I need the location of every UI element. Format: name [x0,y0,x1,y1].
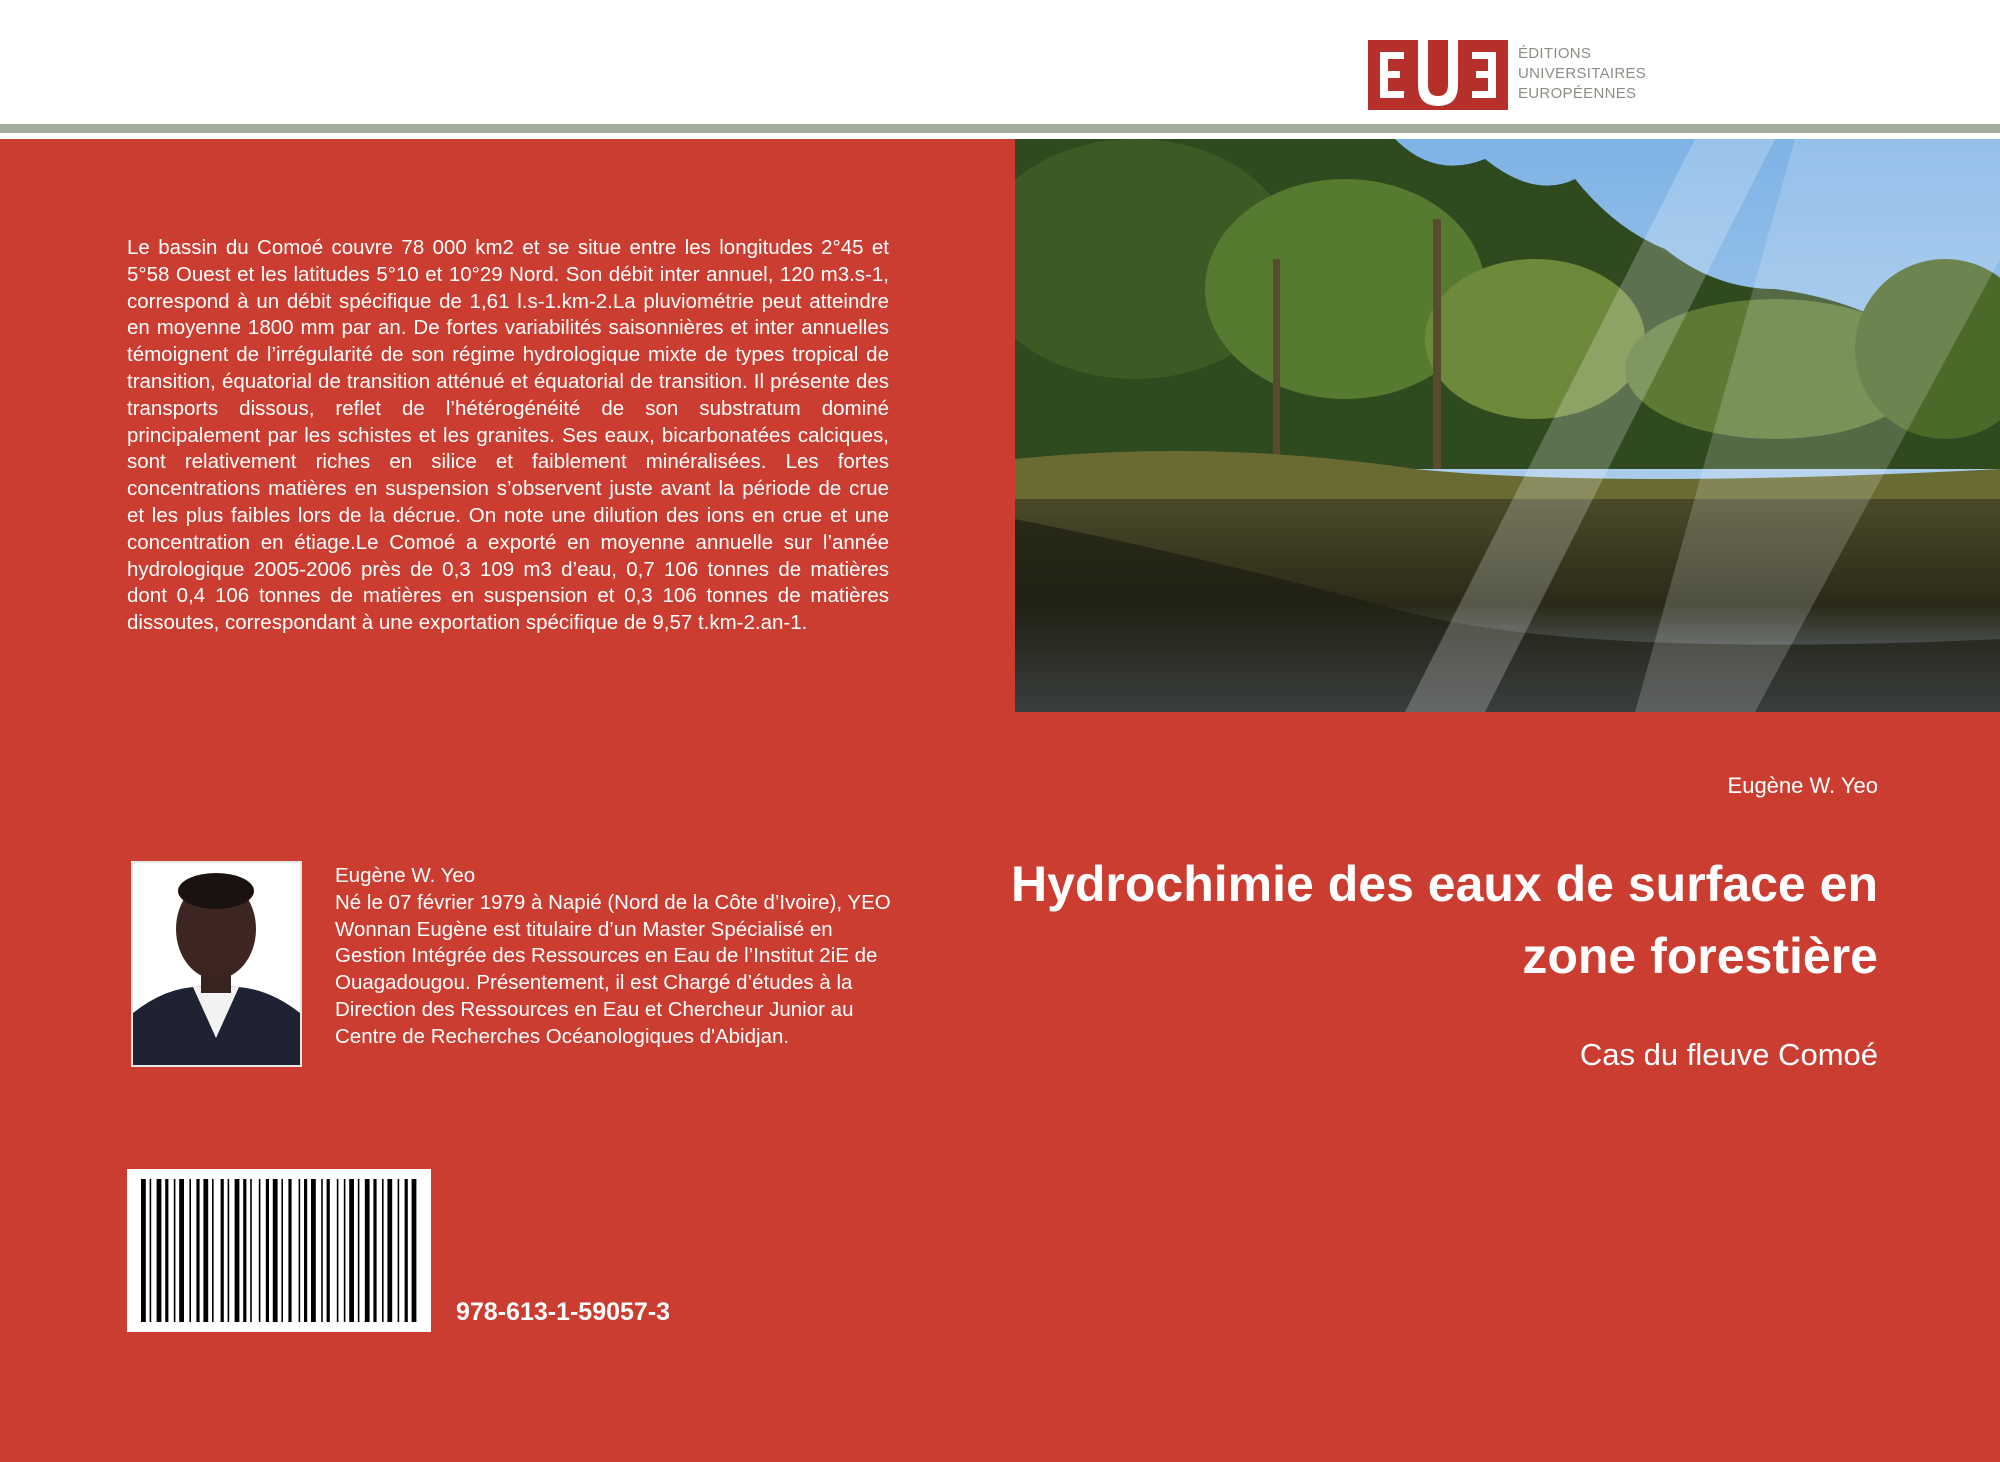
bio-text: Né le 07 février 1979 à Napié (Nord de la Côte d’Ivoire), YEO Wonnan Eugène est titulaire d’un Master Spécialisé en Gestion Intégrée des Ressources en Eau de l’Institut 2iE de Ouagadougou. Présentement, il est Chargé d’études à la Direction des Ressources en Eau et Chercheur Junior au Centre de Recherches Océanologiques d'Abidjan. [335,890,891,1048]
cover-photo [1015,139,2000,712]
forest-river-photo [1015,139,2000,712]
barcode-bar [299,1179,301,1322]
barcode-bar [321,1179,323,1322]
barcode-bar [196,1179,199,1322]
barcode-bar [337,1179,339,1322]
barcode-bar [373,1179,376,1322]
isbn-number: 978-613-1-59057-3 [456,1298,671,1326]
author-portrait [131,861,302,1067]
barcode-bar [273,1179,278,1322]
barcode-bar [212,1179,214,1322]
barcode-bar [250,1179,252,1322]
barcode-bar [412,1179,417,1322]
barcode-bar [179,1179,184,1322]
book-title: Hydrochimie des eaux de surface en zone forestière [1010,856,1878,984]
barcode-bar [398,1179,400,1322]
barcode-bar [304,1179,307,1322]
barcode-graphic [127,1169,431,1332]
publisher-name-line-1: ÉDITIONS [1518,45,1592,62]
back-cover-blurb: Le bassin du Comoé couvre 78 000 km2 et se situe entre les longitudes 2°45 et 5°58 Ouest et les latitudes 5°10 et 10°29 Nord. Son débit inter annuel, 120 m3.s-1, correspond à un débit spécifique de 1,61 l.s-1.km-2.La pluviométrie peut atteindre en moyenne 1800 mm par an. De fortes variabilités saisonnières et inter annuelles témoignent de l’irrégularité de son régime hydrologique mixte de types tropical de transition, équatorial de transition atténué et équatorial de transition. Il présente des transports dissous, reflet de l’hétérogénéité de son substratum dominé principalement par les schistes et les granites. Ses eaux, bicarbonatées calciques, sont relativement riches en silice et faiblement minéralisées. Les fortes concentrations matières en suspension s’observent juste avant la période de crue et les plus faibles lors de la décrue. On note une dilution des ions en crue et une concentration en étiage.Le Comoé a exporté en moyenne annuelle sur l’année hydrologique 2005-2006 près de 0,3 109 m3 d’eau, 0,7 106 tonnes de matières dont 0,4 106 tonnes de matières en suspension et 0,3 106 tonnes de matières dissoutes, correspondant à une exportation spécifique de 9,57 t.km-2.an-1. [127,236,889,635]
barcode-bar [349,1179,354,1322]
barcode-bar [365,1179,370,1322]
barcode-bar [405,1179,408,1322]
barcode-bar [189,1179,191,1322]
barcode-bar [288,1179,291,1322]
barcode-bar [141,1179,146,1322]
publisher-name-line-2: UNIVERSITAIRES [1518,65,1647,82]
author-bio [335,863,895,1051]
barcode-bar [281,1179,283,1322]
barcode-bar [150,1179,152,1322]
publisher-name [1518,44,1646,104]
barcode-bar [235,1179,240,1322]
barcode-bar [387,1179,392,1322]
author-photo [133,863,300,1065]
barcode-bar [203,1179,208,1322]
book-subtitle: Cas du fleuve Comoé [1579,1037,1878,1072]
publisher-header [0,0,2000,124]
publisher-logo [1368,40,1508,110]
barcode-bar [165,1179,168,1322]
barcode-bar [157,1179,162,1322]
barcode-bar [221,1179,224,1322]
barcode-bar [174,1179,176,1322]
barcode-bar [266,1179,269,1322]
isbn-barcode [127,1169,431,1332]
barcode-bar [259,1179,261,1322]
barcode-bar [243,1179,246,1322]
barcode-bar [327,1179,330,1322]
barcode-bar [382,1179,384,1322]
front-cover-author: Eugène W. Yeo [1727,773,1878,798]
publisher-name-line-3: EUROPÉENNES [1518,85,1637,102]
barcode-bar [344,1179,346,1322]
bio-author-name: Eugène W. Yeo [335,864,476,887]
barcode-bar [311,1179,316,1322]
barcode-bar [358,1179,360,1322]
header-stripe [0,124,2000,133]
barcode-bar [228,1179,230,1322]
